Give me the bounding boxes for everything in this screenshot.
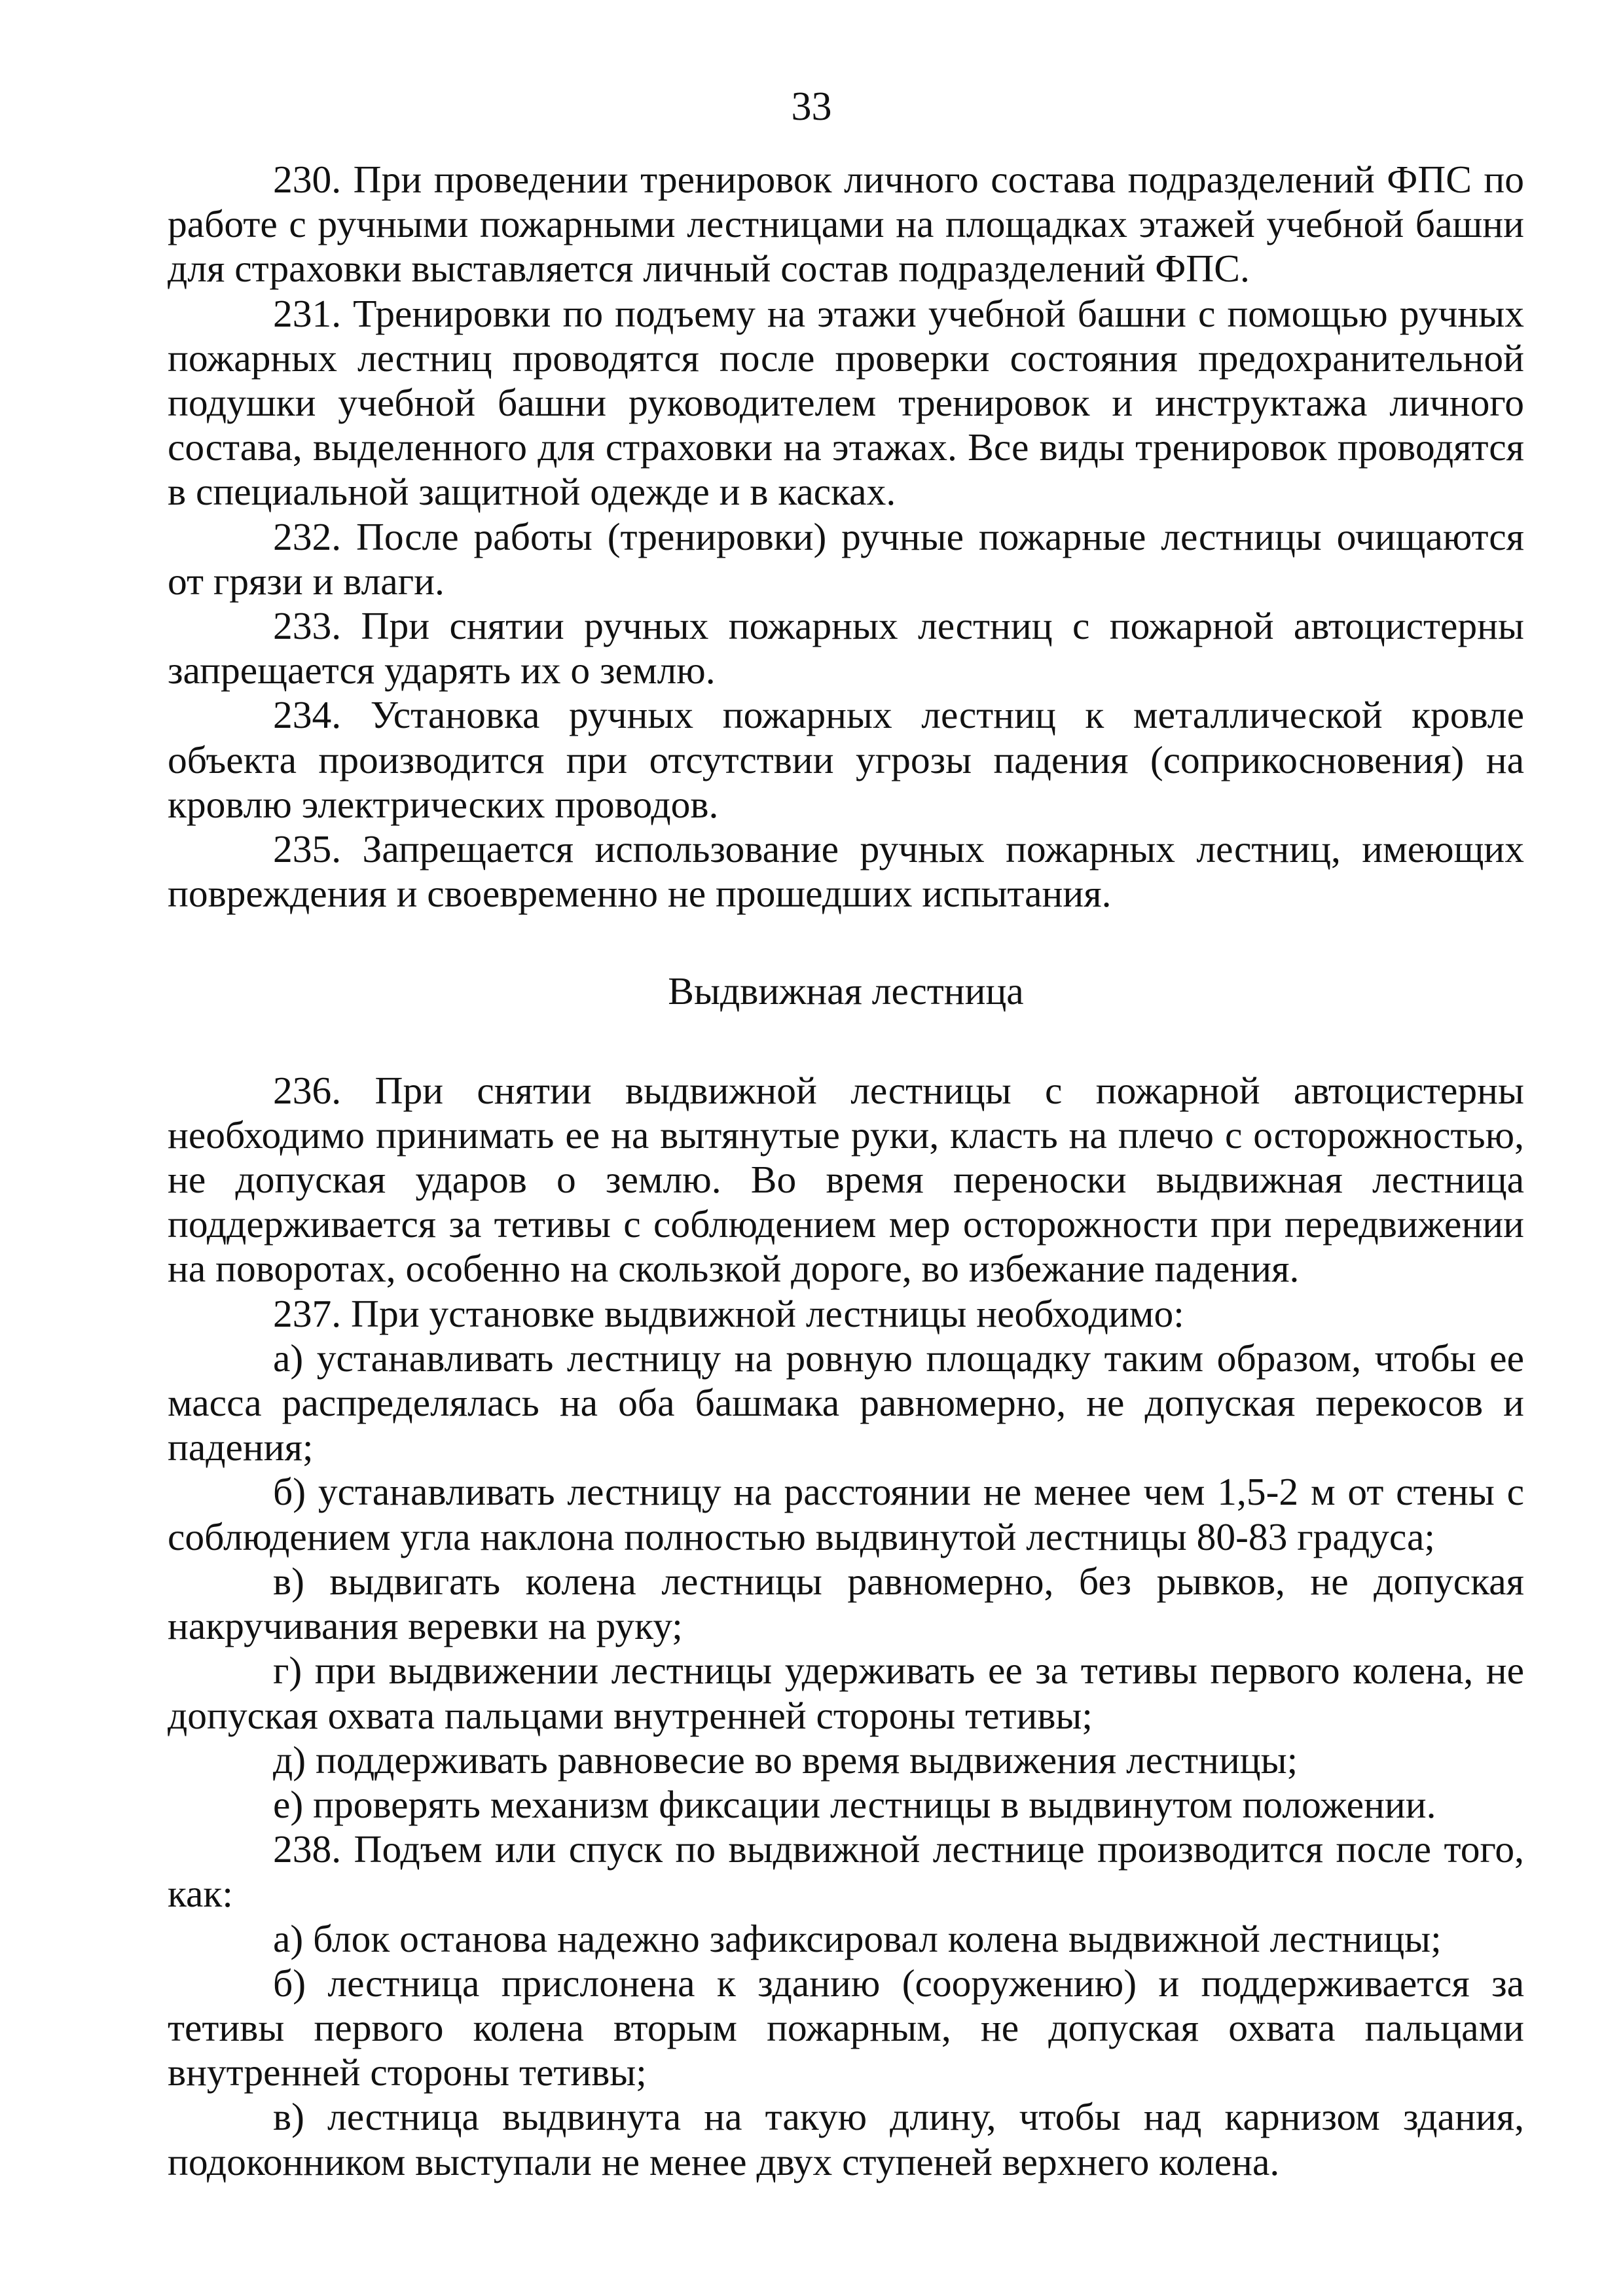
section-heading: Выдвижная лестница — [668, 969, 1024, 1013]
list-item-238-v: в) лестница выдвинута на такую длину, чтобы над карнизом здания, подоконником выступали не менее двух ступеней верхнего колена. — [168, 2095, 1524, 2183]
list-item-237-v: в) выдвигать колена лестницы равномерно, без рывков, не допуская накручивания веревки на руку; — [168, 1559, 1524, 1648]
paragraph-235: 235. Запрещается использование ручных пожарных лестниц, имеющих повреждения и своевременно не прошедших испытания. — [168, 827, 1524, 916]
paragraph-232: 232. После работы (тренировки) ручные пожарные лестницы очищаются от грязи и влаги. — [168, 514, 1524, 603]
list-item-237-d: д) поддерживать равновесие во время выдвижения лестницы; — [273, 1738, 1298, 1782]
paragraph-236: 236. При снятии выдвижной лестницы с пожарной автоцистерны необходимо принимать ее на вытянутые руки, класть на плечо с осторожностью, не допуская ударов о землю. Во время переноски выдвижная лестница поддерживается за тетивы с соблюдением мер осторожности при передвижении на поворотах, особенно на скользкой дороге, во избежание падения. — [168, 1068, 1524, 1291]
document-body — [168, 157, 1524, 2184]
list-item-237-e: е) проверять механизм фиксации лестницы в выдвинутом положении. — [273, 1782, 1436, 1826]
list-item-237-b: б) устанавливать лестницу на расстоянии не менее чем 1,5-2 м от стены с соблюдением угла наклона полностью выдвинутой лестницы 80-83 градуса; — [168, 1470, 1524, 1558]
list-item-238-b: б) лестница прислонена к зданию (сооружению) и поддерживается за тетивы первого колена вторым пожарным, не допуская охвата пальцами внутренней стороны тетивы; — [168, 1961, 1524, 2094]
paragraph-230: 230. При проведении тренировок личного состава подразделений ФПС по работе с ручными пожарными лестницами на площадках этажей учебной башни для страховки выставляется личный состав подразделений ФПС. — [168, 158, 1524, 291]
paragraph-234: 234. Установка ручных пожарных лестниц к металлической кровле объекта производится при отсутствии угрозы падения (соприкосновения) на кровлю электрических проводов. — [168, 693, 1524, 826]
page-number: 33 — [791, 84, 832, 129]
paragraph-238: 238. Подъем или спуск по выдвижной лестнице производится после того, как: — [168, 1827, 1524, 1916]
paragraph-231: 231. Тренировки по подъему на этажи учебной башни с помощью ручных пожарных лестниц проводятся после проверки состояния предохранительной подушки учебной башни руководителем тренировок и инструктажа личного состава, выделенного для страховки на этажах. Все виды тренировок проводятся в специальной защитной одежде и в касках. — [168, 291, 1524, 514]
list-item-238-a: а) блок останова надежно зафиксировал колена выдвижной лестницы; — [273, 1916, 1442, 1960]
list-item-237-a: а) устанавливать лестницу на ровную площадку таким образом, чтобы ее масса распределялась на оба башмака равномерно, не допуская перекосов и падения; — [168, 1336, 1524, 1469]
list-item-237-g: г) при выдвижении лестницы удерживать ее за тетивы первого колена, не допуская охвата пальцами внутренней стороны тетивы; — [168, 1649, 1524, 1737]
paragraph-237: 237. При установке выдвижной лестницы необходимо: — [273, 1291, 1184, 1335]
paragraph-233: 233. При снятии ручных пожарных лестниц с пожарной автоцистерны запрещается ударять их о землю. — [168, 604, 1524, 692]
